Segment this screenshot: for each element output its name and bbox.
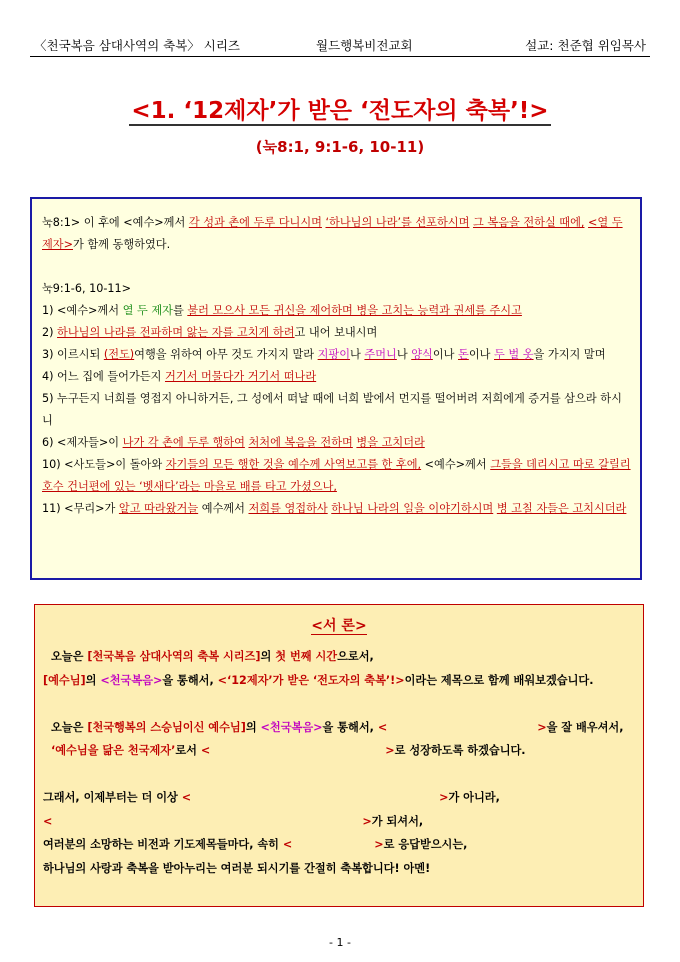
verse-5: 5) 누구든지 너희를 영접지 아니하거든, 그 성에서 떠날 때에 너희 발에서 먼지를 떨어버려 저희에게 증거를 삼으라 하시니 bbox=[42, 392, 622, 427]
verse-3: 3) 이르시되 (전도)여행을 위하여 아무 것도 가지지 말라 지팡이나 주머니나 양식이나 돈이나 두 벌 옷을 가지지 말며 bbox=[42, 348, 606, 361]
verse-11: 11) <무리>가 알고 따라왔거늘 예수께서 저희를 영접하사 하나님 나라의 일을 이야기하시며 병 고칠 자들은 고치시더라 bbox=[42, 502, 627, 515]
series-title: 〈천국복음 삼대사역의 축복〉 시리즈 bbox=[34, 38, 240, 53]
page-header bbox=[30, 36, 650, 57]
church-name: 월드행복비전교회 bbox=[316, 38, 413, 53]
intro-p7: 하나님의 사랑과 축복을 받아누리는 여러분 되시기를 간절히 축복합니다! 아멘! bbox=[43, 861, 431, 875]
luke8-verse: 눅8:1> 이 후에 <예수>께서 각 성과 촌에 두루 다니시며 ‘하나님의 나라’를 선포하시며 그 복음을 전하실 때에, <열 두 제자>가 함께 동행하였다. bbox=[42, 216, 623, 251]
luke9-ref: 눅9:1-6, 10-11> bbox=[42, 282, 131, 295]
preacher-name: 설교: 천준협 위임목사 bbox=[525, 38, 646, 53]
sermon-title: <1. ‘12제자’가 받은 ‘전도자의 축복’!> bbox=[131, 98, 549, 124]
verse-10: 10) <사도들>이 돌아와 자기들의 모든 행한 것을 예수께 사역보고를 한 후에, <예수>께서 그들을 데리시고 따로 갈릴리호수 건너편에 있는 ‘벳새다’라는 마을로 배를 타고 가셨으나, bbox=[42, 458, 631, 493]
intro-p6: 여러분의 소망하는 비전과 기도제목들마다, 속히 < >로 응답받으시는, bbox=[43, 838, 468, 851]
verse-2: 2) 하나님의 나라를 전파하며 앓는 자를 고치게 하려고 내어 보내시며 bbox=[42, 326, 378, 339]
intro-p2: [예수님]의 <천국복음>을 통해서, <‘12제자’가 받은 ‘전도자의 축복’!>이라는 제목으로 함께 배워보겠습니다. bbox=[43, 673, 594, 687]
intro-p4: 그래서, 이제부터는 더 이상 < >가 아니라, bbox=[43, 791, 500, 804]
intro-p5: < >가 되셔서, bbox=[43, 814, 424, 828]
introduction-box bbox=[34, 604, 644, 907]
scripture-reference: (눅8:1, 9:1-6, 10-11) bbox=[255, 138, 425, 156]
page-number: - 1 - bbox=[329, 936, 351, 949]
intro-p1: 오늘은 [천국복음 삼대사역의 축복 시리즈]의 첫 번째 시간으로서, bbox=[51, 650, 374, 663]
intro-heading: <서 론> bbox=[311, 618, 367, 634]
scripture-box bbox=[30, 197, 642, 580]
verse-1: 1) <예수>께서 열 두 제자를 불러 모으사 모든 귀신을 제어하며 병을 고치는 능력과 권세를 주시고 bbox=[42, 304, 522, 317]
verse-4: 4) 어느 집에 들어가든지 거기서 머물다가 거기서 떠나라 bbox=[42, 370, 317, 383]
verse-6: 6) <제자들>이 나가 각 촌에 두루 행하여 처처에 복음을 전하며 병을 고치더라 bbox=[42, 436, 425, 449]
intro-p3: 오늘은 [천국행복의 스승님이신 예수님]의 <천국복음>을 통해서, < >을 잘 배우셔서, ‘예수님을 닮은 천국제자’로서 < >로 성장하도록 하겠습니다. bbox=[51, 720, 624, 757]
